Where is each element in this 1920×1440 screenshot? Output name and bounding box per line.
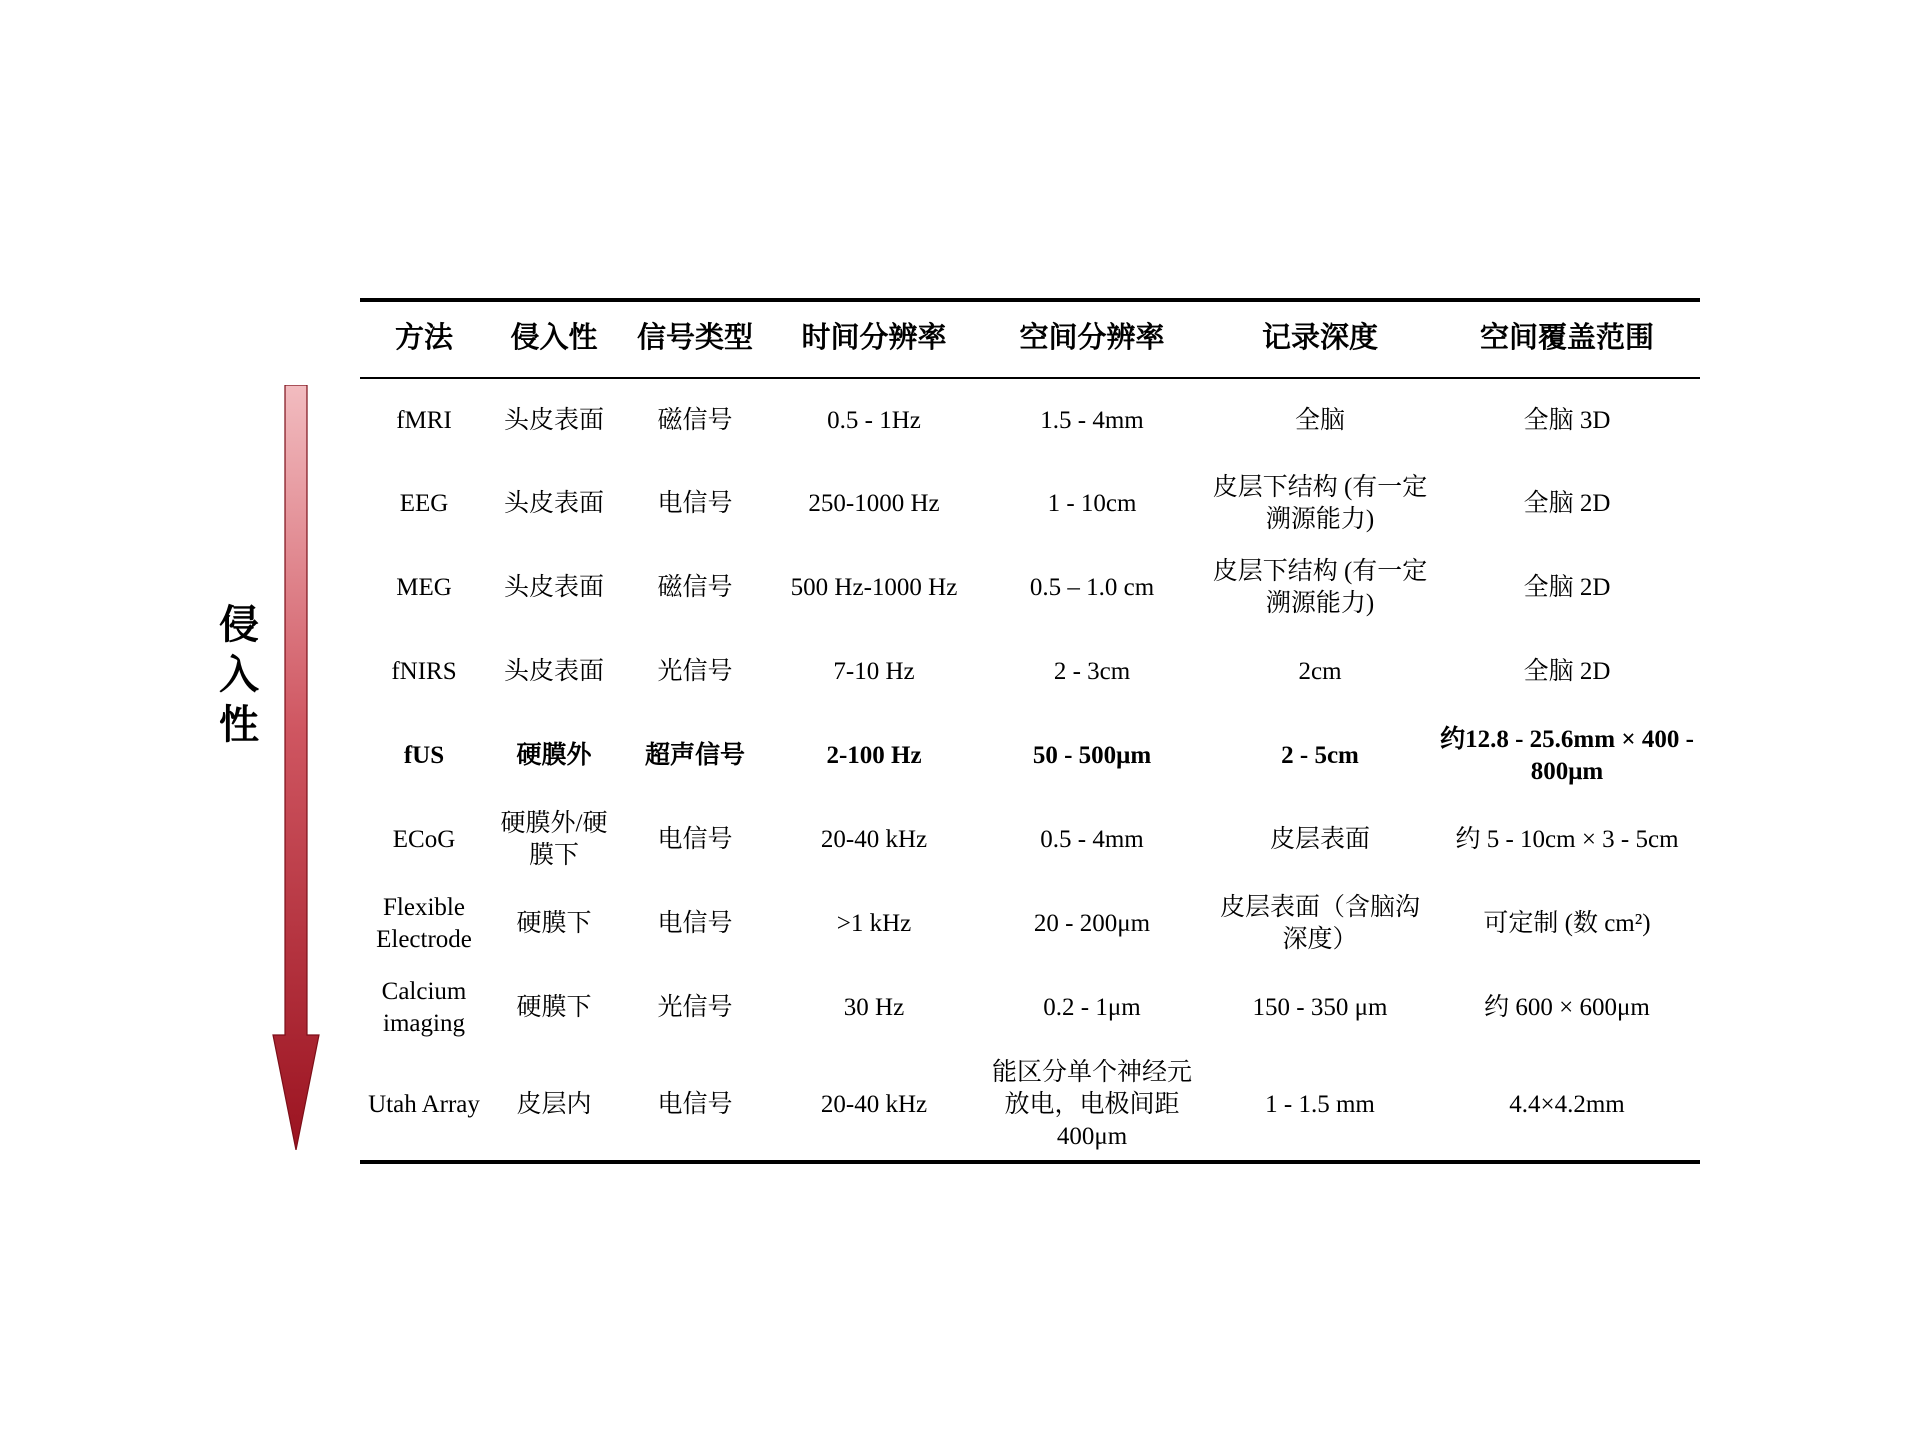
table-row [360,630,1700,714]
cell-spatial-resolution: 0.5 - 4mm [1040,826,1144,854]
column-header-temporal-resolution: 时间分辨率 [801,322,947,354]
cell-temporal-resolution: >1 kHz [836,910,912,938]
cell-spatial-coverage: 约12.8 - 25.6mm × 400 - 800μm [1440,726,1694,786]
cell-recording-depth: 皮层表面 [1269,826,1370,854]
cell-invasiveness: 硬膜外/硬膜下 [500,810,608,870]
cell-spatial-resolution: 1.5 - 4mm [1040,406,1144,434]
cell-recording-depth: 全脑 [1294,406,1345,434]
cell-spatial-resolution: 2 - 3cm [1053,658,1131,686]
invasiveness-gradient-arrow [272,385,320,1150]
cell-invasiveness: 硬膜下 [516,910,592,938]
cell-recording-depth: 2cm [1298,658,1342,686]
cell-invasiveness: 硬膜下 [516,994,592,1022]
cell-spatial-coverage: 可定制 (数 cm²) [1483,910,1651,938]
cell-spatial-coverage: 约 600 × 600μm [1484,994,1650,1022]
table-row-highlighted [360,714,1700,798]
axis-label-char-3: 性 [219,702,261,747]
cell-method: MEG [396,574,452,602]
cell-temporal-resolution: 500 Hz-1000 Hz [790,574,958,602]
cell-spatial-resolution: 1 - 10cm [1047,490,1137,518]
table-row [360,378,1700,462]
cell-temporal-resolution: 7-10 Hz [833,658,915,686]
cell-invasiveness: 头皮表面 [503,574,604,602]
cell-temporal-resolution: 250-1000 Hz [808,490,940,518]
table-row [360,1050,1700,1162]
cell-method: fMRI [396,406,452,434]
cell-signal-type: 电信号 [657,1091,733,1119]
column-header-invasiveness: 侵入性 [510,322,598,354]
cell-temporal-resolution: 20-40 kHz [820,1091,928,1119]
column-header-spatial-coverage: 空间覆盖范围 [1479,322,1654,354]
cell-method: fNIRS [391,658,457,686]
cell-signal-type: 电信号 [657,490,733,518]
cell-signal-type: 磁信号 [657,574,733,602]
table-body [360,378,1700,1162]
cell-invasiveness: 头皮表面 [503,658,604,686]
cell-invasiveness: 头皮表面 [503,490,604,518]
cell-spatial-resolution: 0.2 - 1μm [1043,994,1141,1022]
cell-recording-depth: 1 - 1.5 mm [1265,1091,1375,1119]
cell-temporal-resolution: 30 Hz [843,994,905,1022]
table-row [360,798,1700,882]
cell-spatial-coverage: 4.4×4.2mm [1509,1091,1625,1119]
cell-spatial-resolution: 50 - 500μm [1032,742,1152,770]
cell-signal-type: 电信号 [657,826,733,854]
cell-recording-depth: 皮层表面（含脑沟深度） [1219,894,1420,954]
table-header-row-group [360,300,1700,378]
cell-signal-type: 光信号 [657,994,733,1022]
table-row [360,966,1700,1050]
cell-method: ECoG [392,826,456,854]
table-row [360,546,1700,630]
column-header-method: 方法 [394,322,453,354]
cell-signal-type: 超声信号 [644,742,745,770]
cell-invasiveness: 头皮表面 [503,406,604,434]
cell-temporal-resolution: 0.5 - 1Hz [827,406,921,434]
cell-method: Utah Array [368,1091,480,1119]
cell-method: Flexible Electrode [376,894,472,954]
cell-spatial-coverage: 全脑 3D [1523,406,1611,434]
cell-signal-type: 磁信号 [657,406,733,434]
cell-spatial-coverage: 全脑 2D [1523,574,1611,602]
cell-signal-type: 电信号 [657,910,733,938]
column-header-recording-depth: 记录深度 [1261,322,1378,354]
cell-method: Calcium imaging [381,978,467,1038]
table-row [360,462,1700,546]
cell-recording-depth: 皮层下结构 (有一定溯源能力) [1212,558,1428,618]
cell-signal-type: 光信号 [657,658,733,686]
table-header-row [360,300,1700,378]
axis-label-char-1: 侵 [219,602,261,647]
column-header-signal-type: 信号类型 [636,322,753,354]
cell-invasiveness: 硬膜外 [516,742,592,770]
column-header-spatial-resolution: 空间分辨率 [1019,322,1165,354]
cell-recording-depth: 皮层下结构 (有一定溯源能力) [1212,474,1428,534]
cell-spatial-resolution: 0.5 – 1.0 cm [1029,574,1155,602]
cell-temporal-resolution: 20-40 kHz [820,826,928,854]
neural-recording-comparison-table [360,298,1700,1164]
comparison-table-container [360,298,1700,1164]
axis-label-char-2: 入 [219,652,261,697]
cell-method: fUS [403,742,445,770]
cell-recording-depth: 150 - 350 μm [1252,994,1388,1022]
table-row [360,882,1700,966]
cell-method: EEG [399,490,449,518]
cell-spatial-resolution: 能区分单个神经元放电，电极间距400μm [991,1059,1192,1151]
cell-temporal-resolution: 2-100 Hz [826,742,922,770]
cell-spatial-coverage: 约 5 - 10cm × 3 - 5cm [1455,826,1679,854]
cell-invasiveness: 皮层内 [516,1091,592,1119]
cell-spatial-resolution: 20 - 200μm [1033,910,1151,938]
cell-spatial-coverage: 全脑 2D [1523,490,1611,518]
cell-spatial-coverage: 全脑 2D [1523,658,1611,686]
cell-recording-depth: 2 - 5cm [1281,742,1359,770]
